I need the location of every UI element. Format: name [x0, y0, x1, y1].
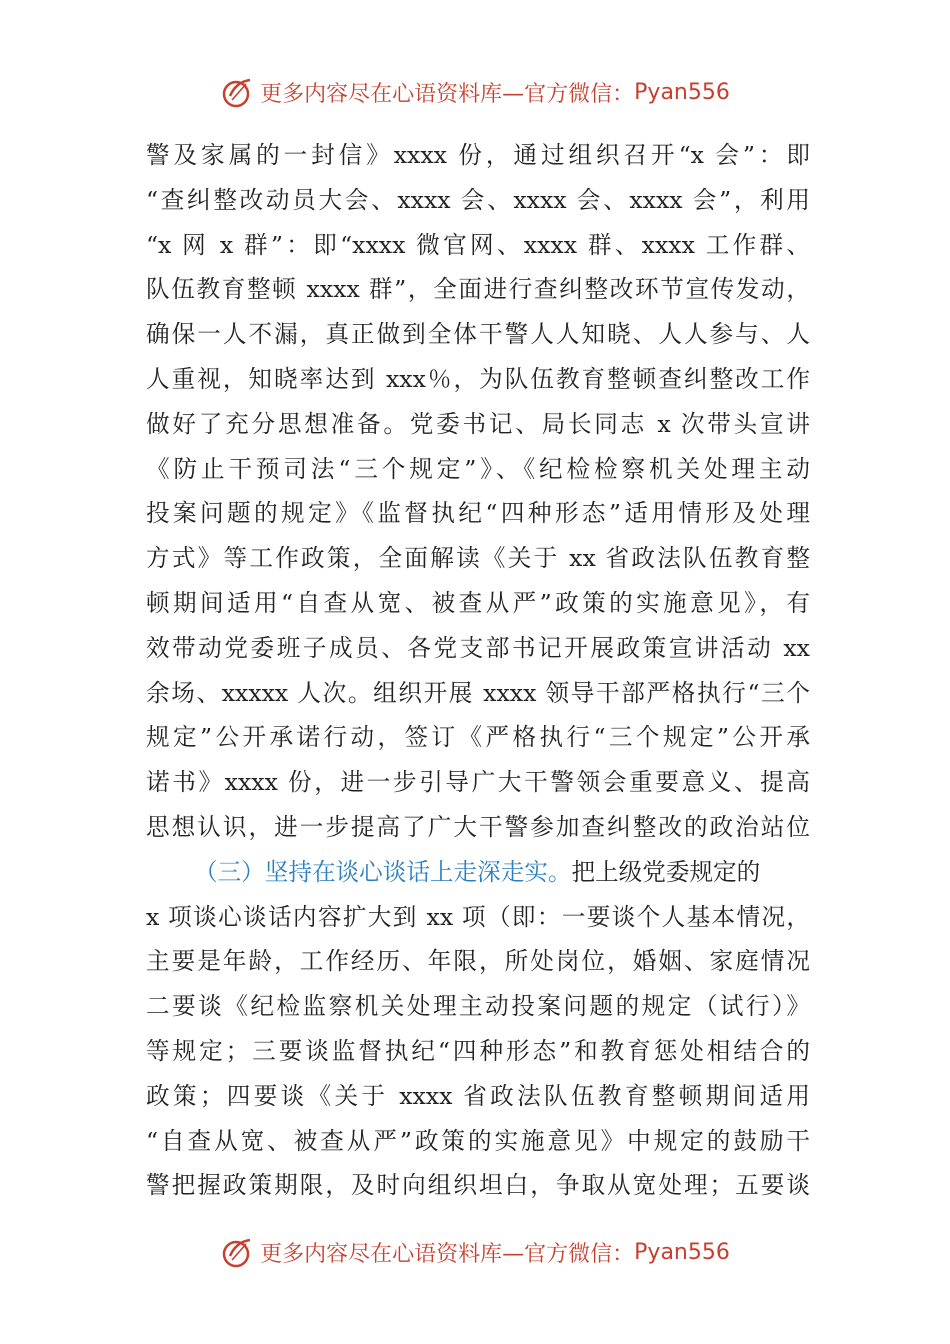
body-line: 余场、xxxxx 人次。组织开展 xxxx 领导干部严格执行“三个 [146, 678, 810, 707]
body-line: 警及家属的一封信》xxxx 份，通过组织召开“x 会”：即 [146, 141, 810, 169]
section-heading-line [146, 850, 810, 895]
section-heading: （三）坚持在谈心谈话上走深走实。 [194, 857, 572, 886]
body-line: 政策；四要谈《关于 xxxx 省政法队伍教育整顿期间适用 [146, 1081, 810, 1110]
body-line: 队伍教育整顿 xxxx 群”，全面进行查纠整改环节宣传发动， [146, 275, 810, 304]
body-line: 效带动党委班子成员、各党支部书记开展政策宣讲活动 xx [146, 633, 810, 662]
banner-text: 更多内容尽在心语资料库—官方微信： [260, 81, 635, 107]
body-line: 方式》等工作政策，全面解读《关于 xx 省政法队伍教育整 [146, 544, 810, 573]
body-line: 警把握政策期限，及时向组织坦白，争取从宽处理；五要谈 [146, 1171, 810, 1200]
body-line: “x 网 x 群”：即“xxxx 微官网、xxxx 群、xxxx 工作群、 [146, 230, 810, 259]
body-line: “自查从宽、被查从严”政策的实施意见》中规定的鼓励干 [146, 1126, 810, 1155]
body-line: 投案问题的规定》《监督执纪“四种形态”适用情形及处理 [146, 499, 810, 528]
logo-icon [220, 1234, 256, 1270]
body-line: “查纠整改动员大会、xxxx 会、xxxx 会、xxxx 会”，利用 [146, 185, 810, 214]
body-line: x 项谈心谈话内容扩大到 xx 项（即：一要谈个人基本情况， [146, 902, 810, 931]
banner-wechat-id: Pyan556 [634, 1239, 730, 1265]
body-line: 主要是年龄，工作经历、年限，所处岗位，婚姻、家庭情况 [146, 947, 810, 976]
body-line: 人重视，知晓率达到 xxx％，为队伍教育整顿查纠整改工作 [146, 364, 810, 393]
body-line: 思想认识，进一步提高了广大干警参加查纠整改的政治站位 [146, 812, 810, 841]
body-line: 顿期间适用“自查从宽、被查从严”政策的实施意见》，有 [146, 588, 810, 617]
logo-icon [220, 74, 256, 110]
header-watermark [0, 72, 950, 112]
body-line: 做好了充分思想准备。党委书记、局长同志 x 次带头宣讲 [146, 409, 810, 438]
body-line: 诺书》xxxx 份，进一步引导广大干警领会重要意义、提高 [146, 768, 810, 797]
body-line: 确保一人不漏，真正做到全体干警人人知晓、人人参与、人 [146, 320, 810, 349]
body-line: 等规定；三要谈监督执纪“四种形态”和教育惩处相结合的 [146, 1036, 810, 1065]
body-line: 《防止干预司法“三个规定”》、《纪检检察机关处理主动 [146, 454, 810, 483]
document-body [146, 133, 810, 1208]
body-line: 规定”公开承诺行动，签订《严格执行“三个规定”公开承 [146, 723, 810, 752]
banner-wechat-id: Pyan556 [634, 79, 730, 105]
banner-text: 更多内容尽在心语资料库—官方微信： [260, 1241, 635, 1267]
footer-watermark [0, 1232, 950, 1272]
section-heading-rest: 把上级党委规定的 [571, 857, 761, 886]
body-line: 二要谈《纪检监察机关处理主动投案问题的规定（试行）》 [146, 992, 810, 1021]
